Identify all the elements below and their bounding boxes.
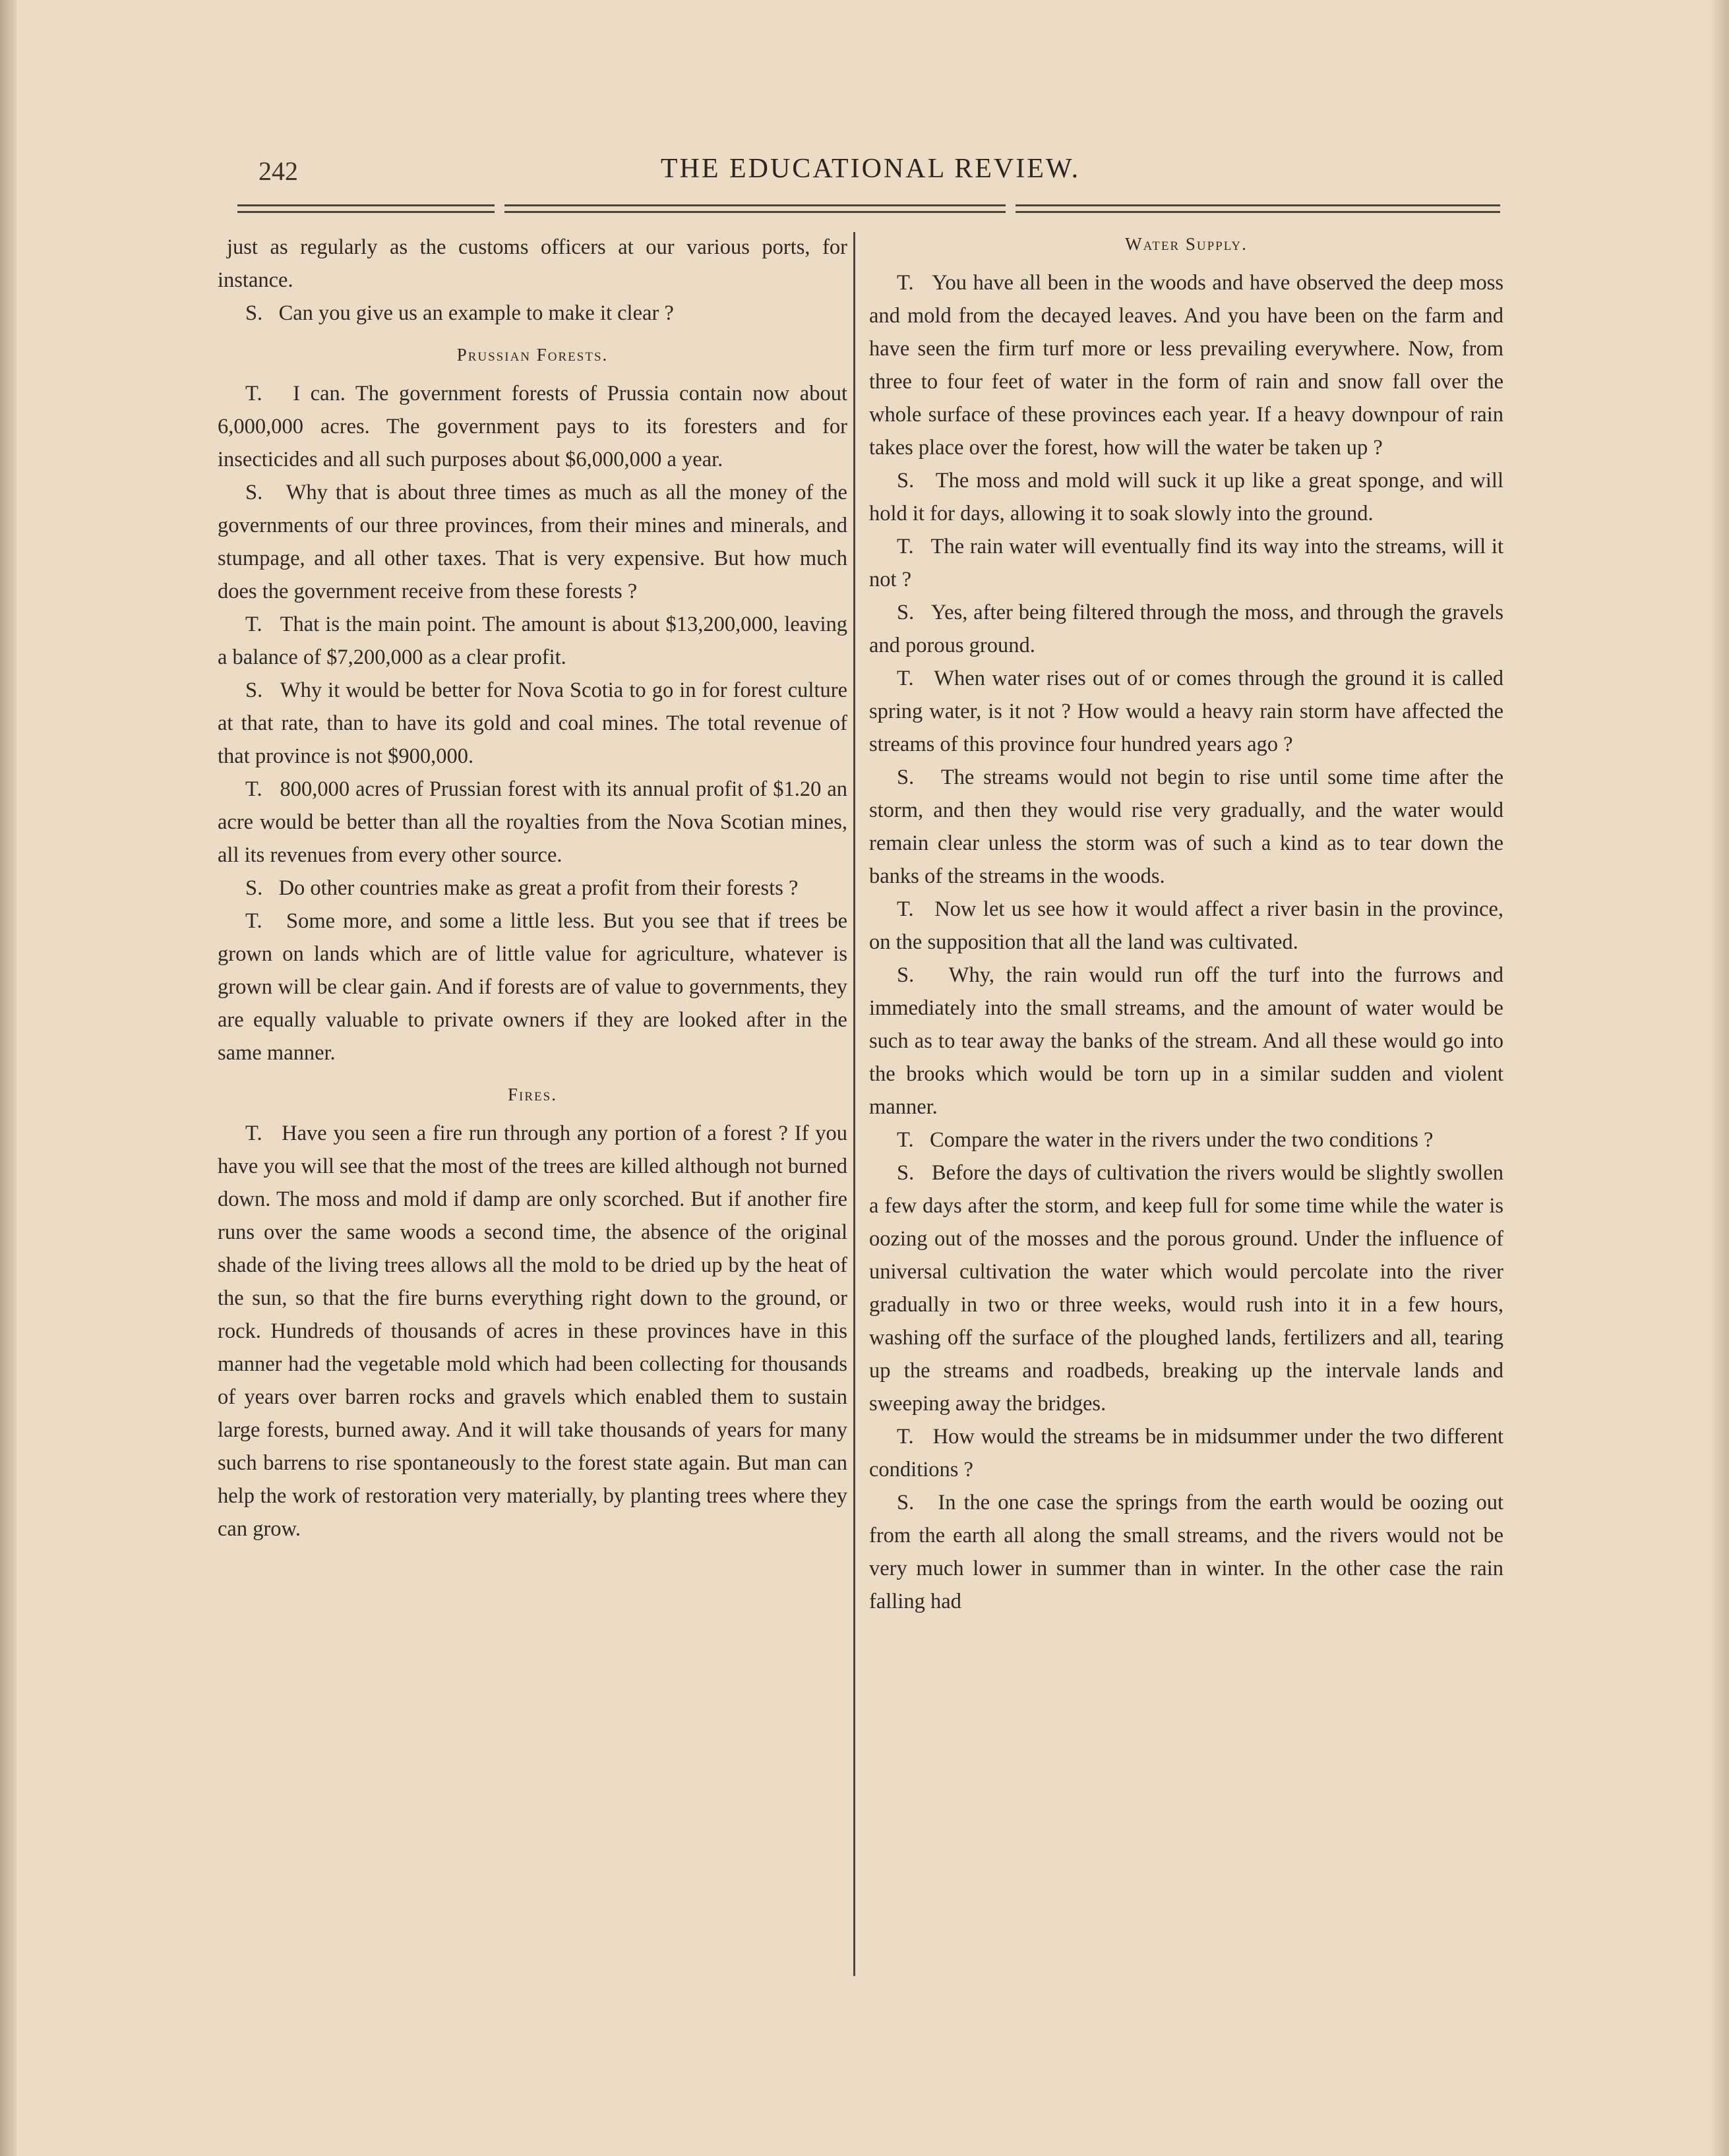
paragraph-text: Why that is about three times as much as all the money of the governments of our three provinces, from their mines and minerals, and stumpage, and all other taxes. That is very expensive. But how much does the government receive from these forests ? (218, 481, 847, 603)
page-header (237, 153, 1503, 193)
section-heading-water-supply: Water Supply. (1125, 234, 1248, 254)
speaker-label: S. (245, 301, 263, 325)
paragraph (218, 608, 847, 674)
paragraph-text: That is the main point. The amount is about $13,200,000, leaving a balance of $7,200,000 as a clear profit. (218, 613, 848, 669)
paragraph (218, 905, 847, 1069)
paragraph (869, 761, 1503, 893)
paragraph-text: Before the days of cultivation the rivers would be slightly swollen a few days after the storm, and keep full for some time while the water is oozing out of the mosses and the porous ground. Under the influence of universal cultivation the water which would percolate into the river gradually in two or three weeks, would rush into it in a few hours, washing off the surface of the ploughed lands, fertilizers and all, tearing up the streams and roadbeds, breaking up the intervale lands and sweeping away the bridges. (869, 1161, 1503, 1416)
page-number: 242 (258, 156, 298, 186)
paragraph (218, 476, 847, 608)
paragraph (218, 674, 847, 773)
speaker-label: T. (245, 382, 262, 405)
speaker-label: T. (897, 897, 914, 921)
paragraph (218, 297, 847, 330)
paragraph-text: How would the streams be in midsummer under the two different conditions ? (869, 1425, 1504, 1482)
paragraph (869, 893, 1503, 959)
section-heading-fires: Fires. (508, 1085, 557, 1104)
paragraph-text: Now let us see how it would affect a river basin in the province, on the supposition that all the land was cultivated. (869, 897, 1504, 954)
paragraph (869, 959, 1503, 1123)
speaker-label: S. (897, 469, 915, 493)
paragraph (869, 1420, 1503, 1486)
paragraph (869, 530, 1503, 596)
header-rule-middle (504, 202, 1006, 216)
paragraph (218, 377, 847, 476)
section-heading-prussian-forests: Prussian Forests. (456, 345, 609, 365)
paragraph (869, 266, 1503, 464)
speaker-label: S. (897, 1161, 915, 1185)
speaker-label: S. (245, 876, 263, 900)
speaker-label: S. (245, 481, 263, 504)
speaker-label: T. (245, 777, 262, 801)
paragraph-text: The rain water will eventually find its way into the streams, will it not ? (869, 535, 1503, 591)
paragraph-text: Some more, and some a little less. But you see that if trees be grown on lands which are of little value for agriculture, whatever is grown will be clear gain. And if forests are of value to governments, they are equally valuable to private owners if they are looked after in the same manner. (218, 909, 848, 1065)
running-title: THE EDUCATIONAL REVIEW. (660, 154, 1081, 184)
paragraph-text: You have all been in the woods and have observed the deep moss and mold from the decayed leaves. And you have been on the farm and have seen the firm turf more or less prevailing everywhere. Now, from three to four feet of water in the form of rain and snow fall over the whole surface of these provinces each year. If a heavy downpour of rain takes place over the forest, how will the water be taken up ? (869, 271, 1504, 460)
right-column (869, 231, 1503, 1618)
paragraph (869, 464, 1503, 530)
paragraph (869, 1156, 1503, 1420)
speaker-label: T. (897, 667, 914, 690)
paragraph-text: Have you seen a fire run through any portion of a forest ? If you have you will see that the most of the trees are killed although not burned down. The moss and mold if damp are only scorched. But if another fire runs over the same woods a second time, the absence of the original shade of the living trees allows all the mold to be dried up by the heat of the sun, so that the fire burns everything right down to the ground, or rock. Hundreds of thousands of acres in these provinces have in this manner had the vegetable mold which had been collecting for thousands of years over barren rocks and gravels which enabled them to sustain large forests, burned away. And it will take thousands of years for many such barrens to rise spontaneously to the forest state again. But man can help the work of restoration very materially, by planting trees where they can grow. (218, 1122, 847, 1541)
paragraph-text: 800,000 acres of Prussian forest with its annual profit of $1.20 an acre would be better than all the royalties from the Nova Scotian mines, all its revenues from every other source. (218, 777, 847, 867)
left-column (218, 231, 847, 1545)
speaker-label: T. (245, 613, 262, 636)
speaker-label: T. (897, 1425, 914, 1449)
intro-paragraph: just as regularly as the customs officers at our various ports, for instance. (218, 235, 847, 292)
paragraph-text: In the one case the springs from the earth would be oozing out from the earth all along the small streams, and the rivers would not be very much lower in summer than in winter. In the other case the rain falling had (869, 1491, 1504, 1613)
speaker-label: T. (897, 535, 914, 558)
speaker-label: S. (897, 765, 915, 789)
paragraph-text: The streams would not begin to rise until some time after the storm, and then they would rise very gradually, and the water would remain clear unless the storm was of such a kind as to tear down the banks of the streams in the woods. (869, 765, 1503, 888)
speaker-label: S. (245, 678, 263, 702)
paragraph (218, 1117, 847, 1545)
speaker-label: T. (897, 271, 914, 295)
paragraph (869, 596, 1503, 662)
header-rule-right (1016, 202, 1500, 216)
page-edge-right (1709, 0, 1729, 2156)
paragraph-text: Yes, after being filtered through the moss, and through the gravels and porous ground. (869, 601, 1503, 657)
paragraph-text: Compare the water in the rivers under the two conditions ? (929, 1128, 1434, 1152)
paragraph-text: I can. The government forests of Prussia contain now about 6,000,000 acres. The government pays to its foresters and for insecticides and all such purposes about $6,000,000 a year. (218, 382, 847, 471)
paragraph (869, 662, 1503, 761)
column-divider (853, 232, 855, 1976)
page-edge-left (0, 0, 17, 2156)
paragraph (218, 872, 847, 905)
paragraph-text: When water rises out of or comes through the ground it is called spring water, is it not ? How would a heavy rain storm have affected the streams of this province four hundred years ago ? (869, 667, 1503, 756)
speaker-label: S. (897, 1491, 915, 1514)
speaker-label: S. (897, 601, 915, 624)
paragraph-text: The moss and mold will suck it up like a great sponge, and will hold it for days, allowing it to soak slowly into the ground. (869, 469, 1503, 525)
speaker-label: T. (245, 909, 262, 933)
paragraph (869, 1486, 1503, 1618)
speaker-label: T. (897, 1128, 914, 1152)
paragraph (869, 1123, 1503, 1156)
speaker-label: S. (897, 963, 915, 987)
header-rule-left (237, 202, 495, 216)
paragraph-text: Why it would be better for Nova Scotia to go in for forest culture at that rate, than to have its gold and coal mines. The total revenue of that province is not $900,000. (218, 678, 847, 768)
paragraph (218, 773, 847, 872)
paragraph-text: Can you give us an example to make it clear ? (278, 301, 674, 325)
paragraph-text: Why, the rain would run off the turf into the furrows and immediately into the small streams, and the amount of water would be such as to tear away the banks of the stream. And all these would go into the brooks which would be torn up in a similar sudden and violent manner. (869, 963, 1503, 1119)
speaker-label: T. (245, 1122, 262, 1145)
paragraph-text: Do other countries make as great a profit from their forests ? (278, 876, 799, 900)
